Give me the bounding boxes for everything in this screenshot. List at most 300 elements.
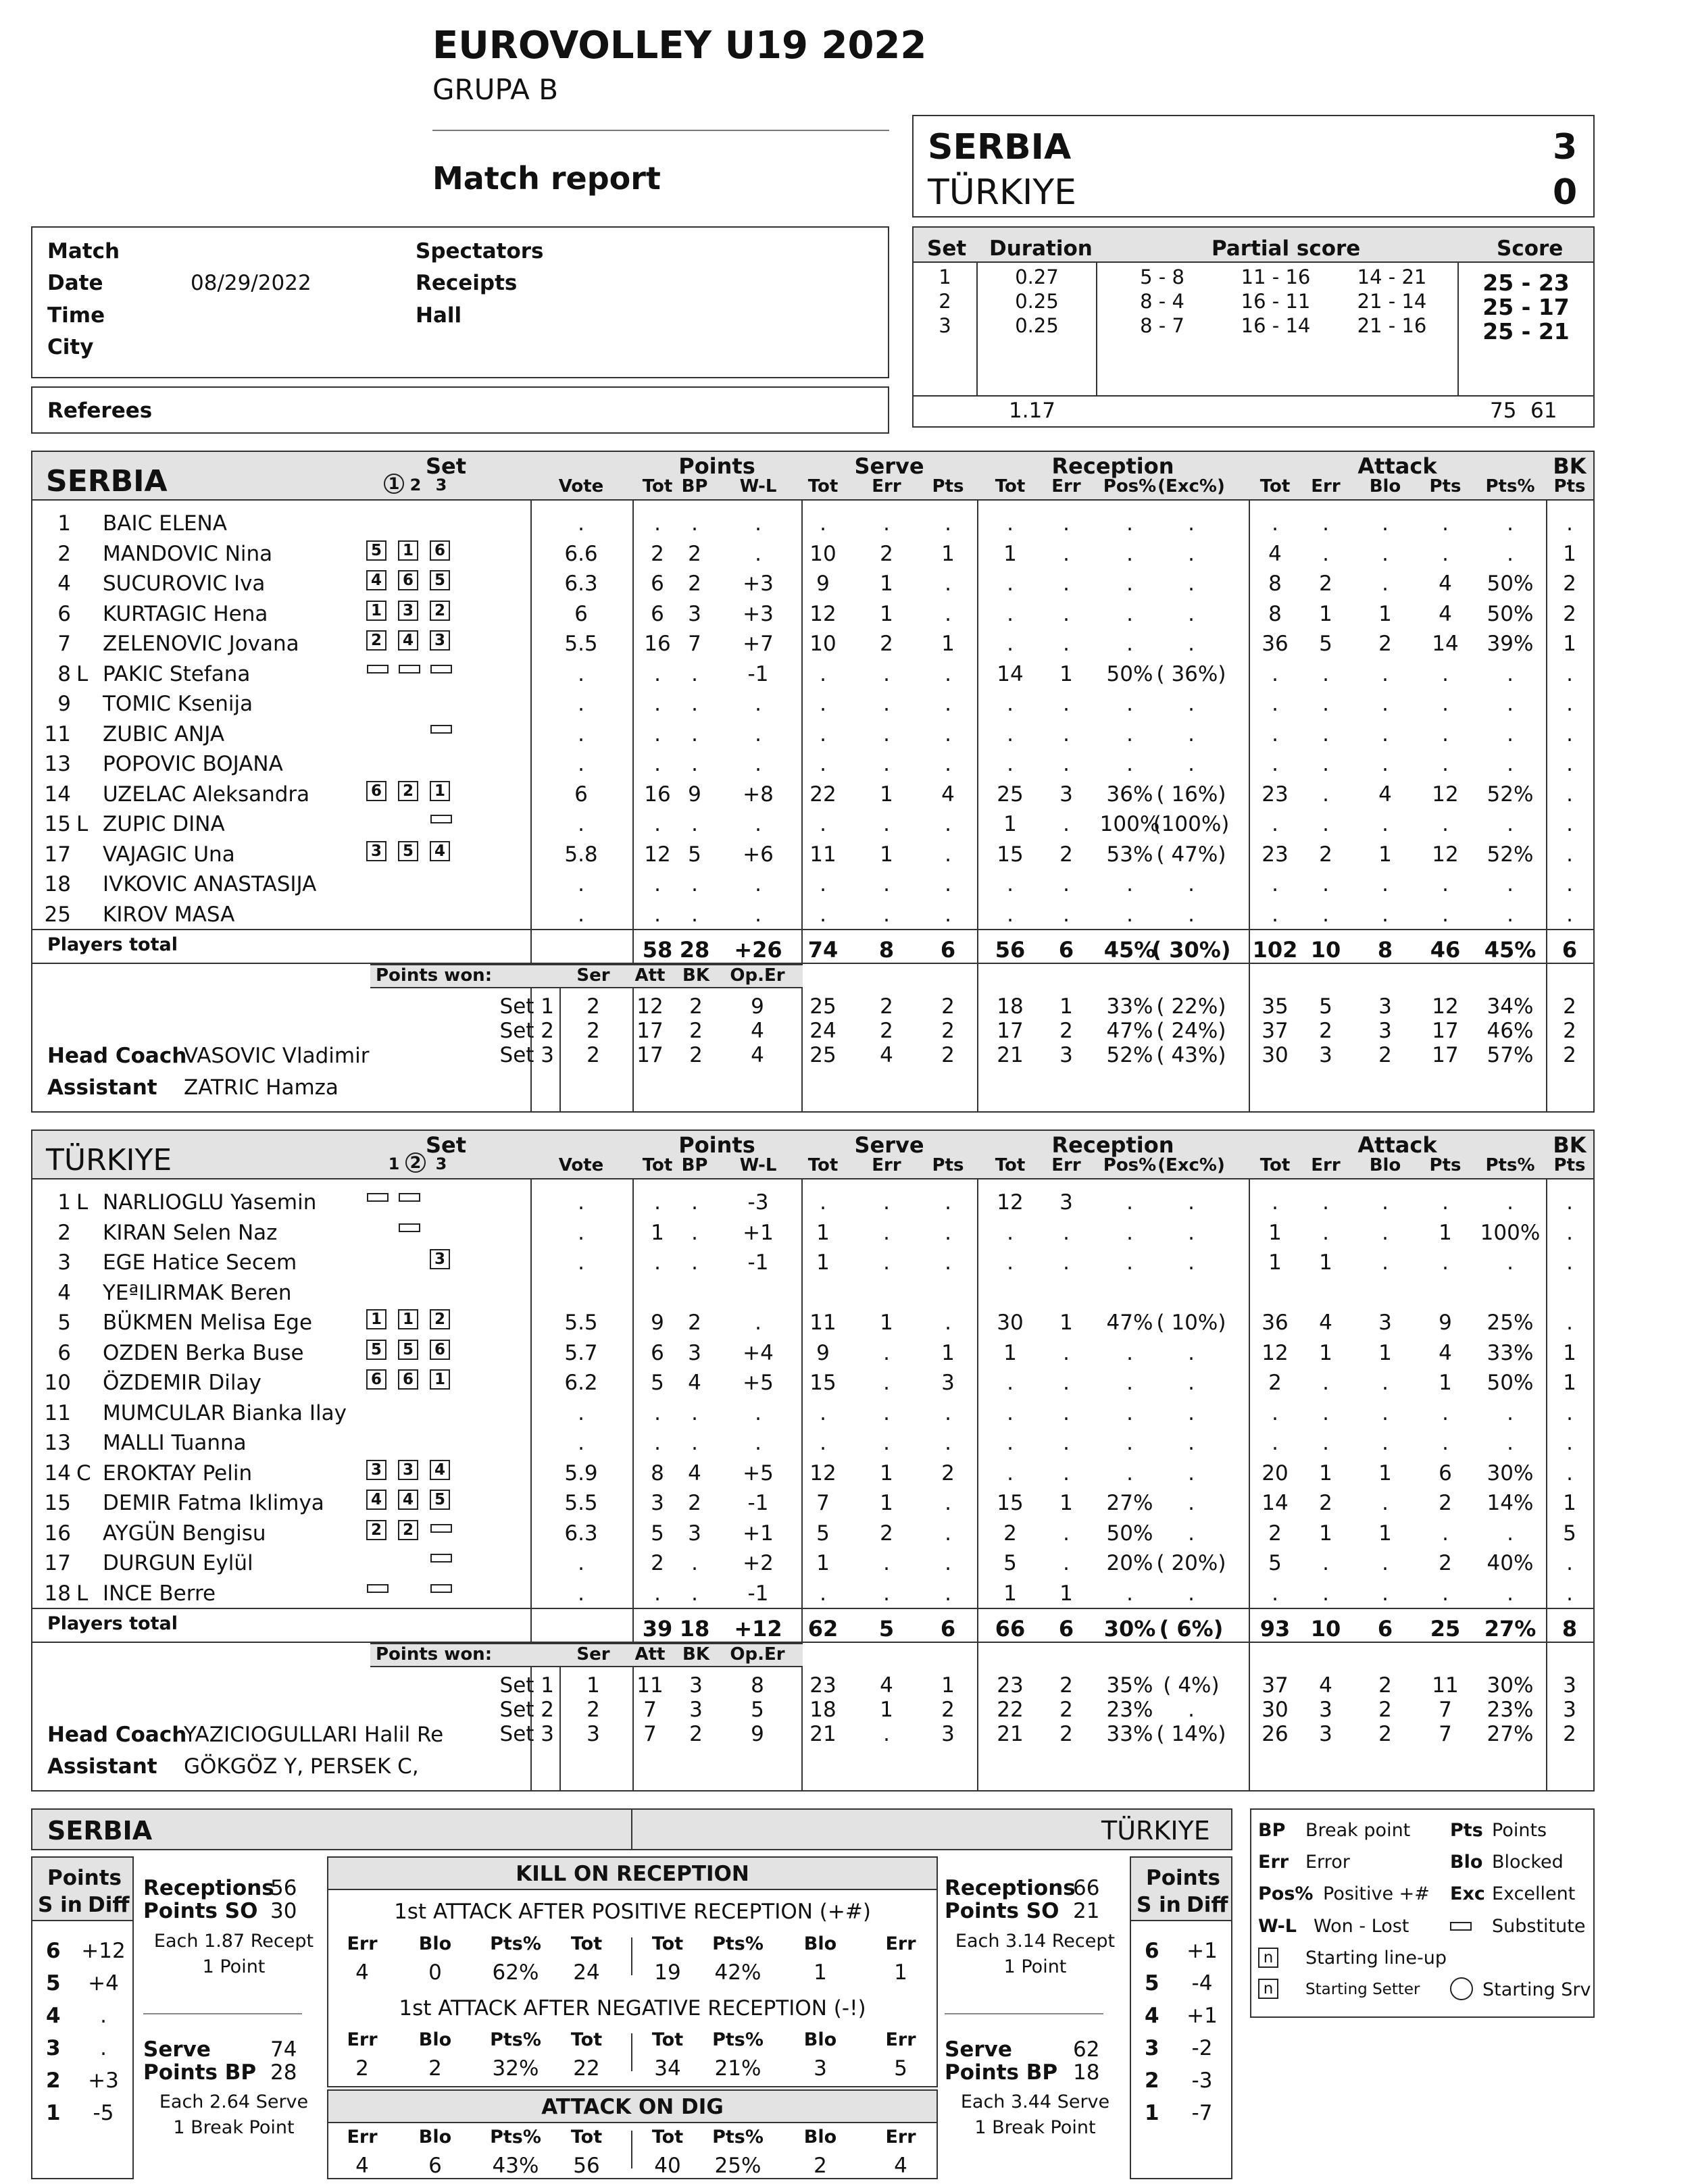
stat-bp: 9 <box>688 782 701 807</box>
home-serve-label: Serve <box>143 2037 211 2062</box>
starting-position-badge: 5 <box>398 841 418 861</box>
stat-rtot: . <box>1007 1250 1014 1275</box>
stat-ablo: 1 <box>1378 1340 1392 1365</box>
set-stat-atot: 37 <box>1262 1673 1289 1698</box>
rotation-number: 2 <box>1145 2068 1159 2093</box>
team-name: TÜRKIYE <box>46 1143 172 1177</box>
subheader-stot: Tot <box>807 476 839 497</box>
set-1-header: 1 <box>388 1154 400 1173</box>
starting-position-badge: 5 <box>430 1490 450 1510</box>
kill-col-header: Tot <box>651 2127 684 2148</box>
stat-apts: 14 <box>1432 632 1459 656</box>
set-stat-att: 12 <box>636 994 664 1019</box>
set-stat-rerr: 2 <box>1059 1019 1073 1043</box>
stat-tot: . <box>654 511 661 536</box>
stat-apct: . <box>1507 541 1514 566</box>
set-duration: 0.27 <box>1015 265 1059 288</box>
away-sin-header: S in <box>1137 1893 1181 1917</box>
stat-bk: . <box>1566 752 1573 776</box>
rotation-diff: -4 <box>1191 1971 1213 1996</box>
set-stat-apct: 30% <box>1487 1673 1534 1698</box>
stat-rerr: . <box>1063 902 1070 927</box>
stat-tot: . <box>654 1431 661 1455</box>
set-stat-bkk: 2 <box>1563 1043 1576 1067</box>
substitute-icon <box>430 1554 452 1563</box>
set-stat-apct: 23% <box>1487 1698 1534 1722</box>
stat-bp: . <box>691 1551 698 1575</box>
stat-spts: . <box>945 872 951 896</box>
total-stot: 74 <box>807 937 839 963</box>
stat-spts: 3 <box>941 1371 955 1395</box>
col-points: Points <box>678 1132 755 1158</box>
legend-exc-text: Excellent <box>1492 1883 1576 1904</box>
starting-server-icon <box>1450 1977 1473 2000</box>
referees-label: Referees <box>47 399 153 423</box>
stat-apts: . <box>1442 902 1449 927</box>
rule <box>32 1642 1593 1643</box>
set-stat-bkk: 3 <box>1563 1698 1576 1722</box>
rule <box>370 987 803 988</box>
set-stat-op: 9 <box>751 994 764 1019</box>
stat-rexc: . <box>1188 1400 1195 1425</box>
kill-value: 2 <box>428 2056 442 2081</box>
stat-rerr: . <box>1063 1521 1070 1546</box>
stat-aerr: . <box>1322 1220 1329 1245</box>
points-won-bk: BK <box>682 965 709 986</box>
stat-ablo: . <box>1382 1371 1389 1395</box>
stat-apct: 40% <box>1487 1551 1534 1575</box>
away-serve: 62 <box>1073 2037 1100 2062</box>
stat-apts: 4 <box>1439 1340 1452 1365</box>
stat-spts: 1 <box>941 632 955 656</box>
set-stat-aerr: 5 <box>1319 994 1332 1019</box>
kill-col-header: Pts% <box>490 1933 541 1954</box>
starting-position-badge: 2 <box>366 1520 386 1540</box>
points-won-op_er: Op.Er <box>730 965 785 986</box>
away-receptions: 66 <box>1073 1876 1100 1900</box>
subheader-apts: Pts <box>1429 476 1462 497</box>
stat-ablo: . <box>1382 902 1389 927</box>
starting-position-badge: 3 <box>430 1249 450 1269</box>
stat-rerr: 3 <box>1059 1190 1073 1215</box>
negative-title: 1st ATTACK AFTER NEGATIVE RECEPTION (-!) <box>399 1996 866 2021</box>
kill-value: 1 <box>894 1960 907 1985</box>
player-number: 6 <box>57 1340 71 1365</box>
stat-spts: . <box>945 721 951 746</box>
starting-position-badge: 3 <box>366 841 386 861</box>
stat-vote: 5.8 <box>564 842 598 867</box>
partial-score-8: 8 - 4 <box>1140 290 1184 313</box>
player-number: 7 <box>57 632 71 656</box>
kill-col-header: Blo <box>418 1933 452 1954</box>
kill-value: 2 <box>814 2154 827 2178</box>
stat-spts: . <box>945 572 951 596</box>
set-label: Set 3 <box>499 1043 554 1067</box>
stat-apct: 25% <box>1487 1311 1534 1335</box>
kill-value: 0 <box>428 1960 442 1985</box>
stat-ablo: . <box>1382 752 1389 776</box>
rotation-diff: +12 <box>81 1939 126 1963</box>
stat-atot: . <box>1272 1190 1278 1215</box>
stat-wl: +8 <box>743 782 774 807</box>
set-stat-serr: 1 <box>880 1698 893 1722</box>
stat-apts: . <box>1442 812 1449 836</box>
set-stat-att: 17 <box>636 1019 664 1043</box>
set-stat-rexc: ( 14%) <box>1156 1722 1226 1746</box>
home-points-header: Points <box>47 1866 122 1890</box>
stat-atot: 1 <box>1268 1220 1282 1245</box>
stat-serr: 1 <box>880 1461 893 1485</box>
stat-rerr: . <box>1063 632 1070 656</box>
col-set: Set <box>425 1132 467 1158</box>
total-bk: 6 <box>1562 937 1578 963</box>
kill-col-header: Tot <box>570 2127 603 2148</box>
stat-apts: 2 <box>1439 1491 1452 1515</box>
player-name: NARLIOGLU Yasemin <box>103 1190 317 1215</box>
date-label: Date <box>47 271 103 295</box>
set-stat-serr: . <box>883 1722 890 1746</box>
kill-value: 6 <box>428 2154 442 2178</box>
stat-rexc: . <box>1188 692 1195 716</box>
stat-rpos: 53% <box>1106 842 1153 867</box>
total-rerr: 6 <box>1058 937 1074 963</box>
set-stat-aerr: 4 <box>1319 1673 1332 1698</box>
stat-vote: . <box>578 1250 584 1275</box>
subheader-apts: Pts <box>1429 1155 1462 1175</box>
stat-stot: . <box>820 1400 826 1425</box>
stat-ablo: . <box>1382 1581 1389 1606</box>
set-stat-ser: 3 <box>586 1722 600 1746</box>
stat-apct: 39% <box>1487 632 1534 656</box>
player-name: KURTAGIC Hena <box>103 601 268 626</box>
stat-apct: . <box>1507 721 1514 746</box>
stat-serr: . <box>883 752 890 776</box>
stat-ablo: . <box>1382 511 1389 536</box>
set-stat-ser: 2 <box>586 994 600 1019</box>
set-stat-serr: 2 <box>880 1019 893 1043</box>
set-stat-spts: 2 <box>941 1043 955 1067</box>
starting-server-icon: 1 <box>384 474 404 494</box>
total-apts: 25 <box>1430 1616 1461 1642</box>
stat-rerr: 1 <box>1059 1581 1073 1606</box>
starting-position-badge: 5 <box>366 1340 386 1360</box>
kill-value: 40 <box>654 2154 681 2178</box>
stat-bp: 4 <box>688 1371 701 1395</box>
subheader-stot: Tot <box>807 1155 839 1175</box>
stat-rexc: (100%) <box>1153 812 1230 836</box>
subheader-tot: Tot <box>642 1155 673 1175</box>
rule <box>914 261 1593 263</box>
kill-value: 24 <box>573 1960 600 1985</box>
stat-rpos: . <box>1126 692 1133 716</box>
away-receptions-label: Receptions <box>945 1876 1076 1900</box>
player-number: 3 <box>57 1250 71 1275</box>
stat-bk: 1 <box>1563 632 1576 656</box>
kill-col-header: Pts% <box>712 2127 764 2148</box>
home-each-point: 1 Point <box>202 1956 266 1977</box>
set-stat-att: 7 <box>643 1698 657 1722</box>
stat-bp: 2 <box>688 1491 701 1515</box>
substitute-icon <box>399 1223 420 1232</box>
stat-rpos: . <box>1126 601 1133 626</box>
starting-position-badge: 2 <box>398 1520 418 1540</box>
stat-wl: . <box>755 872 761 896</box>
stat-vote: 5.7 <box>564 1340 598 1365</box>
stat-wl: -1 <box>747 1581 769 1606</box>
player-number: 17 <box>44 1551 71 1575</box>
subheader-wl: W-L <box>739 1155 777 1175</box>
stat-ablo: . <box>1382 1220 1389 1245</box>
kill-col-header: Err <box>885 1933 916 1954</box>
set-stat-ablo: 3 <box>1378 994 1392 1019</box>
stat-apct: 30% <box>1487 1461 1534 1485</box>
legend-start-setter: Starting Setter <box>1305 1981 1420 1998</box>
stat-spts: 2 <box>941 1461 955 1485</box>
stat-apts: 6 <box>1439 1461 1452 1485</box>
stat-stot: . <box>820 752 826 776</box>
set-stat-ablo: 3 <box>1378 1019 1392 1043</box>
stat-aerr: . <box>1322 752 1329 776</box>
subheader-rerr: Err <box>1051 1155 1081 1175</box>
kill-col-header: Tot <box>570 2029 603 2050</box>
player-number: 8 <box>57 661 71 686</box>
player-name: YEªILIRMAK Beren <box>103 1280 292 1305</box>
stat-tot: 3 <box>651 1491 664 1515</box>
stat-tot: . <box>654 721 661 746</box>
away-diff-header: Diff <box>1187 1893 1228 1917</box>
rule <box>32 499 1593 501</box>
starting-position-badge: 1 <box>398 1309 418 1329</box>
player-name: IVKOVIC ANASTASIJA <box>103 872 317 896</box>
set-stat-bk: 2 <box>689 994 703 1019</box>
stat-wl: . <box>755 752 761 776</box>
player-number: 17 <box>44 842 71 867</box>
stat-stot: . <box>820 1581 826 1606</box>
stat-ablo: . <box>1382 661 1389 686</box>
partial-score-8: 8 - 7 <box>1140 314 1184 337</box>
set-stat-atot: 35 <box>1262 994 1289 1019</box>
set-3-header: 3 <box>435 476 447 494</box>
subheader-spts: Pts <box>932 1155 964 1175</box>
subheader-ablo: Blo <box>1369 476 1401 497</box>
stat-atot: 8 <box>1268 572 1282 596</box>
stat-aerr: 1 <box>1319 1250 1332 1275</box>
set-stat-bk: 2 <box>689 1722 703 1746</box>
rule <box>631 2033 632 2071</box>
total-rexc: ( 6%) <box>1159 1616 1224 1642</box>
stat-apts: . <box>1442 692 1449 716</box>
kill-value: 21% <box>714 2056 761 2081</box>
away-each-point: 1 Point <box>1003 1956 1067 1977</box>
set-stat-ser: 1 <box>586 1673 600 1698</box>
set-stat-rpos: 33% <box>1106 994 1153 1019</box>
away-team-name: TÜRKIYE <box>928 172 1077 213</box>
stat-rerr: . <box>1063 601 1070 626</box>
stat-apts: . <box>1442 1431 1449 1455</box>
stat-ablo: . <box>1382 1400 1389 1425</box>
stat-apct: 100% <box>1480 1220 1541 1245</box>
stat-bk: . <box>1566 1461 1573 1485</box>
stat-bk: . <box>1566 1400 1573 1425</box>
stat-rtot: 1 <box>1003 541 1017 566</box>
stat-spts: 1 <box>941 541 955 566</box>
subheader-rtot: Tot <box>995 476 1026 497</box>
stat-tot: 12 <box>644 842 671 867</box>
rotation-diff: -7 <box>1191 2101 1213 2125</box>
stat-bp: . <box>691 752 698 776</box>
stat-tot: 1 <box>651 1220 664 1245</box>
stat-rexc: . <box>1188 752 1195 776</box>
stat-wl: +1 <box>743 1220 774 1245</box>
set-label: Set 2 <box>499 1698 554 1722</box>
stat-rerr: . <box>1063 1400 1070 1425</box>
player-name: BAIC ELENA <box>103 511 227 536</box>
set-stat-rerr: 2 <box>1059 1698 1073 1722</box>
stat-wl: +3 <box>743 572 774 596</box>
home-each-recept: Each 1.87 Recept <box>153 1931 314 1952</box>
starting-position-badge: 5 <box>430 570 450 590</box>
set-stat-bkk: 3 <box>1563 1673 1576 1698</box>
stat-vote: . <box>578 752 584 776</box>
set-stat-apts: 7 <box>1439 1722 1452 1746</box>
stat-wl: . <box>755 1311 761 1335</box>
stat-stot: . <box>820 1431 826 1455</box>
set-label: Set 1 <box>499 1673 554 1698</box>
stat-rpos: . <box>1126 902 1133 927</box>
substitute-icon <box>430 815 452 823</box>
stat-rtot: 1 <box>1003 1581 1017 1606</box>
starting-position-badge: 1 <box>366 1309 386 1329</box>
stat-rerr: . <box>1063 1551 1070 1575</box>
set-stat-bk: 3 <box>689 1673 703 1698</box>
stat-atot: 12 <box>1262 1340 1289 1365</box>
stat-bk: . <box>1566 1190 1573 1215</box>
stat-rpos: . <box>1126 1581 1133 1606</box>
away-pso-label: Points SO <box>945 1899 1059 1923</box>
group-label: GRUPA B <box>432 73 559 106</box>
stat-bk: . <box>1566 721 1573 746</box>
starting-position-badge: 3 <box>398 1460 418 1480</box>
stat-atot: 2 <box>1268 1371 1282 1395</box>
player-number: 14 <box>44 782 71 807</box>
stat-bp: . <box>691 721 698 746</box>
kill-col-header: Pts% <box>490 2127 541 2148</box>
stat-tot: 5 <box>651 1371 664 1395</box>
stat-atot: 4 <box>1268 541 1282 566</box>
stat-wl: . <box>755 721 761 746</box>
set-stat-rerr: 2 <box>1059 1673 1073 1698</box>
stat-rerr: . <box>1063 511 1070 536</box>
stat-stot: 22 <box>809 782 836 807</box>
kill-value: 34 <box>654 2056 681 2081</box>
kill-title: KILL ON RECEPTION <box>516 1862 749 1886</box>
set-stat-ablo: 2 <box>1378 1722 1392 1746</box>
stat-rpos: . <box>1126 1400 1133 1425</box>
stat-aerr: . <box>1322 1431 1329 1455</box>
stat-rtot: 15 <box>997 1491 1024 1515</box>
set-stat-rexc: ( 4%) <box>1163 1673 1220 1698</box>
stat-aerr: 2 <box>1319 1491 1332 1515</box>
kill-col-header: Err <box>347 2127 378 2148</box>
stat-bk: . <box>1566 902 1573 927</box>
stat-rtot: . <box>1007 1400 1014 1425</box>
stat-atot: . <box>1272 872 1278 896</box>
stat-wl: . <box>755 1400 761 1425</box>
stat-vote: . <box>578 661 584 686</box>
set-stat-rpos: 23% <box>1106 1698 1153 1722</box>
header-divider <box>432 130 889 131</box>
points-won-ser: Ser <box>576 965 610 986</box>
stat-rerr: . <box>1063 572 1070 596</box>
subheader-vote: Vote <box>558 1155 604 1175</box>
stat-bp: . <box>691 902 698 927</box>
stat-rpos: . <box>1126 1220 1133 1245</box>
stat-rpos: . <box>1126 1461 1133 1485</box>
set-stat-rexc: ( 24%) <box>1156 1019 1226 1043</box>
player-number: 2 <box>57 1220 71 1245</box>
set-stat-rerr: 2 <box>1059 1722 1073 1746</box>
stat-aerr: . <box>1322 782 1329 807</box>
stat-rexc: . <box>1188 1340 1195 1365</box>
total-spts: 6 <box>940 937 956 963</box>
starting-position-badge: 4 <box>366 570 386 590</box>
player-name: ZUPIC DINA <box>103 812 225 836</box>
set-stat-serr: 4 <box>880 1673 893 1698</box>
stat-wl: . <box>755 902 761 927</box>
stat-bp: . <box>691 1400 698 1425</box>
points-won-label: Points won: <box>376 1644 493 1665</box>
stat-apts: 12 <box>1432 842 1459 867</box>
legend-pts: Pts <box>1450 1820 1483 1841</box>
stat-bk: 1 <box>1563 1340 1576 1365</box>
player-number: 11 <box>44 1400 71 1425</box>
stat-atot: . <box>1272 1400 1278 1425</box>
stat-rpos: 50% <box>1106 661 1153 686</box>
head-coach-name: VASOVIC Vladimir <box>184 1044 370 1068</box>
rule <box>32 963 1593 964</box>
stat-rexc: . <box>1188 1250 1195 1275</box>
players-total-label: Players total <box>47 1613 178 1634</box>
stat-aerr: 5 <box>1319 632 1332 656</box>
starting-position-badge: 4 <box>398 1490 418 1510</box>
stat-bp: 4 <box>688 1461 701 1485</box>
set-score: 25 - 17 <box>1482 294 1570 320</box>
kill-col-header: Blo <box>803 1933 837 1954</box>
stat-apct: . <box>1507 902 1514 927</box>
home-serve: 74 <box>270 2037 297 2062</box>
stat-atot: . <box>1272 902 1278 927</box>
set-stat-op: 8 <box>751 1673 764 1698</box>
set-stat-aerr: 3 <box>1319 1698 1332 1722</box>
substitute-icon <box>367 1584 389 1593</box>
set-stat-rtot: 22 <box>997 1698 1024 1722</box>
stat-rexc: . <box>1188 1371 1195 1395</box>
stat-rerr: . <box>1063 692 1070 716</box>
player-number: 1 <box>57 511 71 536</box>
stat-atot: 14 <box>1262 1491 1289 1515</box>
stat-aerr: . <box>1322 661 1329 686</box>
kill-value: 19 <box>654 1960 681 1985</box>
player-name: UZELAC Aleksandra <box>103 782 310 807</box>
stat-bk: . <box>1566 1431 1573 1455</box>
stat-stot: 12 <box>809 1461 836 1485</box>
player-name: POPOVIC BOJANA <box>103 752 283 776</box>
rule <box>1131 1920 1231 1921</box>
kill-value: 56 <box>573 2154 600 2178</box>
player-number: 15 <box>44 812 71 836</box>
stat-bk: . <box>1566 1311 1573 1335</box>
stat-tot: 16 <box>644 632 671 656</box>
